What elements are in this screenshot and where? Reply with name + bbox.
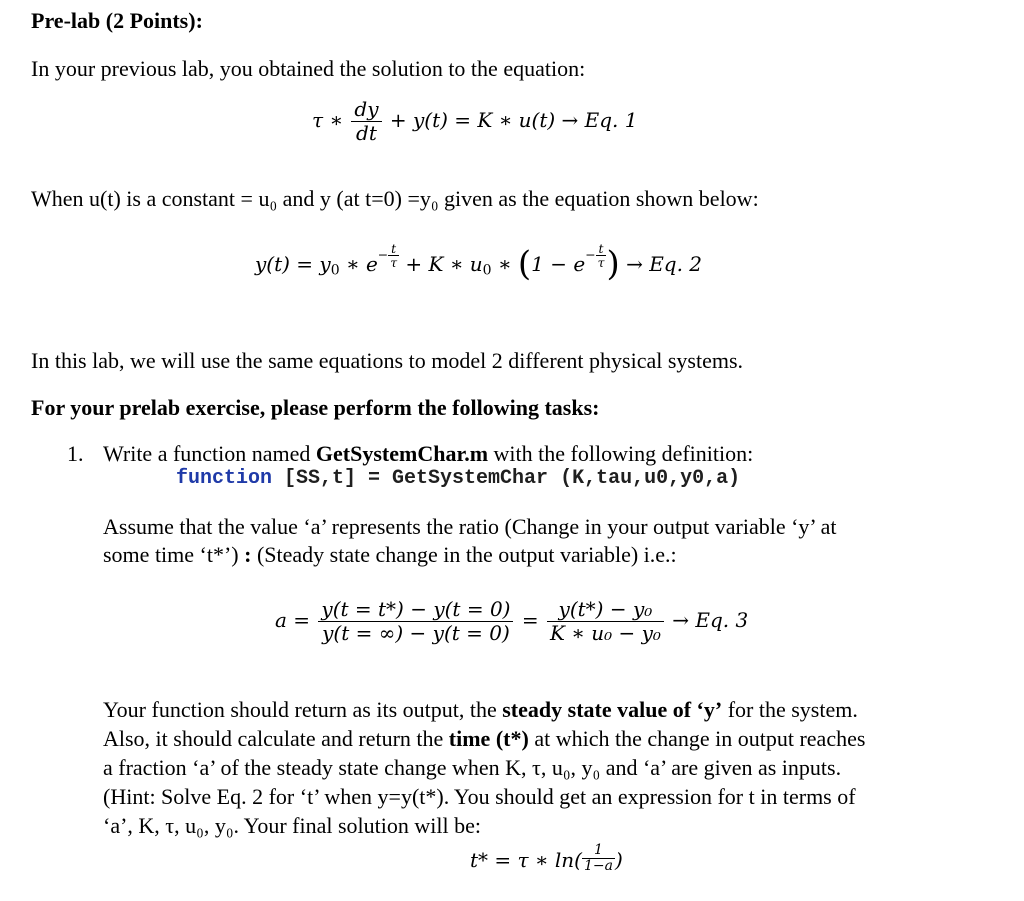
equation-3: a = $\frac{y(t = t*) - y(t = 0)}{y(t = \infty) - y(t = 0)}$ = $\frac{\text{y(t*) − y₀}}{\text{K ∗ u₀ − y₀}}$ → Eq. 3 <box>275 597 749 645</box>
eq1-tau: τ <box>312 108 324 132</box>
final-fraction: $\frac{1}{1-a}$ <box>583 842 613 874</box>
when-text: When u(t) is a constant = u₀ and y (at t=0) =y₀ given as the equation shown below: <box>31 186 759 211</box>
eq1-op: ∗ <box>329 108 344 132</box>
para-line-5: ‘a’, K, τ, u₀, y₀. Your final solution will be: <box>103 813 481 838</box>
eq3-fraction-2: $\frac{\text{y(t*) − y₀}}{\text{K ∗ u₀ − y₀}}$ <box>547 598 664 645</box>
function-name: GetSystemChar.m <box>315 441 489 466</box>
equation-1 <box>312 98 637 145</box>
assume-line-1: Assume that the value ‘a’ represents the ratio (Change in your output variable ‘y’ at <box>103 514 837 539</box>
assume-line-2: some time ‘t*’) : (Steady state change in the output variable) i.e.: <box>103 542 677 567</box>
intro-text: In your previous lab, you obtained the solution to the equation: <box>31 56 586 81</box>
code-keyword: function <box>176 467 273 490</box>
eq1-derivative: $\frac{dy}{dt}$ <box>351 98 381 145</box>
task-text: Write a function named GetSystemChar.m with the following definition: <box>103 441 754 466</box>
eq3-fraction-1: $\frac{y(t = t*) - y(t = 0)}{y(t = \infty) - y(t = 0)}$ <box>318 598 513 645</box>
final-equation: t* = τ ∗ ln( $\frac{1}{1-a}$ ) <box>470 842 623 874</box>
page-title: Pre-lab (2 Points): <box>31 8 203 33</box>
eq2-exponent-2: − $\frac{t}{\tau}$ <box>585 241 605 271</box>
function-definition: function [SS,t] = GetSystemChar (K,tau,u0,y0,a) <box>176 467 741 490</box>
eq2-exponent-1: − $\frac{t}{\tau}$ <box>377 241 398 271</box>
para-line-4: (Hint: Solve Eq. 2 for ‘t’ when y=y(t*). You should get an expression for t in terms of <box>103 784 856 809</box>
lab-text: In this lab, we will use the same equations to model 2 different physical systems. <box>31 348 744 373</box>
eq1-rest: + y(t) = K ∗ u(t) → Eq. 1 <box>389 108 638 132</box>
prelab-heading: For your prelab exercise, please perform the following tasks: <box>31 395 600 420</box>
para-line-2: Also, it should calculate and return the time (t*) at which the change in output reaches <box>103 726 866 751</box>
task-number: 1. <box>67 441 84 466</box>
para-line-3: a fraction ‘a’ of the steady state change when K, τ, u₀, y₀ and ‘a’ are given as inputs. <box>103 755 842 780</box>
equation-2: $y(t) = y_0$ ∗ e− $\frac{t}{\tau}$ + K ∗ $u_0$ ∗ (1 − e− $\frac{t}{\tau}$ ) → Eq. 2 <box>255 241 703 284</box>
para-line-1: Your function should return as its output, the steady state value of ‘y’ for the system. <box>103 697 858 722</box>
